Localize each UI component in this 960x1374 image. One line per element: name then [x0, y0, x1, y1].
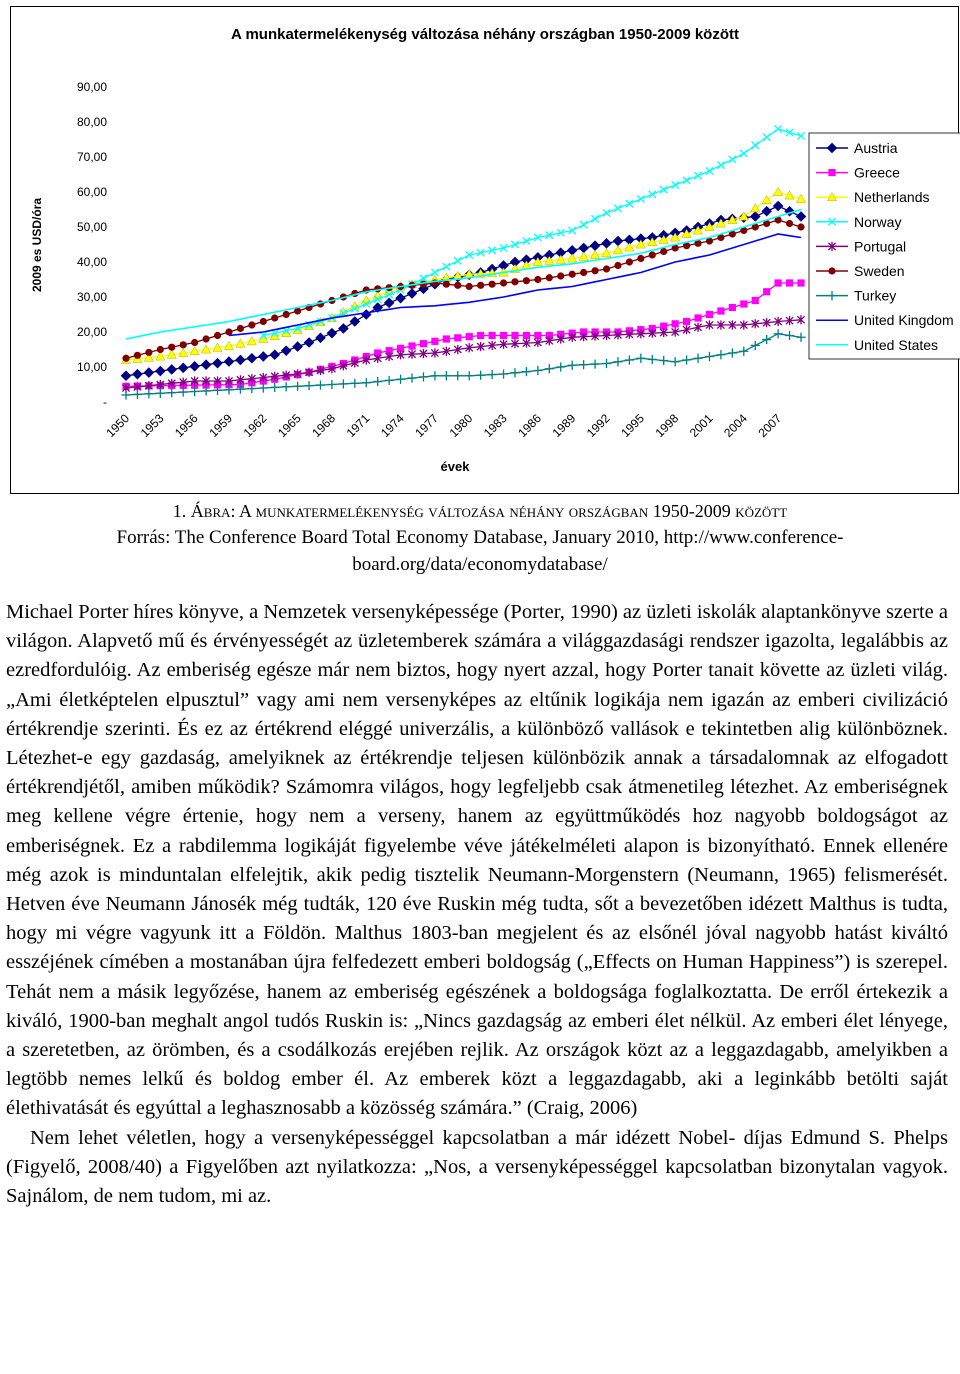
x-tick-label: 1980: [446, 411, 476, 441]
legend-label: Austria: [854, 140, 898, 156]
data-point: [407, 289, 416, 298]
data-point: [453, 371, 462, 380]
data-point: [156, 389, 165, 398]
x-tick-label: 1995: [618, 411, 647, 441]
data-point: [489, 332, 496, 339]
data-point: [828, 169, 835, 176]
data-point: [762, 335, 771, 344]
x-tick-label: 1986: [515, 411, 544, 441]
x-tick-label: 1989: [549, 411, 579, 441]
data-point: [237, 325, 244, 332]
data-point: [133, 370, 142, 379]
data-point: [202, 335, 209, 342]
x-tick-label: 1953: [137, 411, 167, 441]
data-point: [786, 279, 793, 286]
data-point: [751, 212, 760, 221]
data-point: [672, 181, 679, 188]
data-point: [828, 267, 835, 274]
data-point: [283, 311, 290, 318]
data-point: [580, 221, 587, 228]
data-point: [579, 243, 588, 252]
legend-label: Turkey: [854, 287, 897, 304]
x-axis-label: évek: [440, 459, 470, 474]
data-point: [774, 187, 783, 195]
data-point: [568, 361, 577, 370]
y-tick-label: 80,00: [76, 115, 107, 129]
series-austria: [121, 201, 805, 380]
data-point: [613, 236, 622, 245]
x-tick-label: 1968: [309, 411, 339, 441]
data-point: [785, 331, 794, 340]
data-point: [201, 360, 210, 369]
data-point: [706, 167, 713, 174]
data-point: [304, 338, 313, 347]
data-point: [443, 281, 450, 288]
y-tick-label: 30,00: [76, 290, 107, 304]
data-point: [304, 381, 313, 390]
data-point: [545, 364, 554, 373]
data-point: [716, 350, 725, 359]
data-point: [705, 352, 714, 361]
data-point: [637, 255, 644, 262]
data-point: [144, 389, 153, 398]
paragraph-1: Michael Porter híres könyve, a Nemzetek versenyképessége (Porter, 1990) az üzleti iskolák alaptankönyve szerte a világon. Alapvető mű és érvényességét az üzletemberek számára a világgazdasági rendszer igazolta, legalábbis az ezredfordulóig. Az emberiség egésze már nem biztos, hogy nyert azzal, hogy Porter tanait követte az üzleti világ. „Ami életképtelen elpusztul” vagy ami nem versenyképes az eltűnik logikája nem igazán az emberi civilizáció értékrendje szerinti. És ez az értékrend eléggé univerzális, a különböző vallások e tekintetben alig különböznek. Létezhet-e egy gazdaság, amelyiknek az értékrendje teljesen különbözik annak a társadalomnak az elfogadott értékrendjétől, amiben működik? Számomra világos, hogy legfeljebb csak átmenetileg létezhet. Az emberiségnek meg kellene végre értenie, hogy nem a verseny, hanem az együttműködés hoz nagyobb boldogságot az emberiségnek. Ez a rabdilemma logikáját figyelembe véve játékelméleti alapon is bizonyítható. Ennek ellenére még azok is minduntalan elfelejtik, akik pedig tisztelik Neumann-Morgenstern (Neumann, 1965) felismerését. Hetven éve Neumann Jánosék még tudták, 120 éve Ruskin még tudta, sőt a bevezetőben idézett Malthus is tudta, hogy mi végre vagyunk itt a Földön. Malthus 1803-ban megjelent és az elsőnél jóval nagyobb hatást kiváltó esszéjének címében a mostanában újra felfedezett emberi boldogság („Effects on Human Happiness”) is szerepel. Tehát nem a másik legyőzése, hanem az emberiség egészének a boldogsága foglalkoztatta. De erről értekezik a kiváló, 1900-ban meghalt angol tudós Ruskin is: „Nincs gazdagság az emberi élet nélkül. Az emberi élet lényege, a szeretetben, az örömben, és a csodálkozás erejében rejlik. Az országok közt az a leggazdagabb, amelyikben a legtöbb nemes lelkű és boldog ember él. Az emberek közt a leggazdagabb, aki a leginkább betölti saját élethivatását és egyúttal a leghasznosabb a közösség számára.” (Craig, 2006): [6, 601, 948, 1120]
data-point: [739, 347, 748, 356]
x-tick-label: 1950: [103, 411, 133, 441]
data-point: [442, 371, 451, 380]
data-point: [649, 251, 656, 258]
data-point: [649, 191, 656, 198]
data-point: [682, 355, 691, 364]
data-point: [569, 271, 576, 278]
data-point: [339, 379, 348, 388]
data-point: [385, 376, 394, 385]
x-tick-label: 1971: [343, 411, 373, 441]
data-point: [603, 265, 610, 272]
data-point: [224, 357, 233, 366]
data-point: [327, 329, 336, 338]
data-point: [534, 276, 541, 283]
legend: [809, 133, 960, 359]
y-tick-label: 10,00: [76, 360, 107, 374]
data-point: [282, 382, 291, 391]
data-point: [511, 278, 518, 285]
data-point: [454, 334, 461, 341]
data-point: [362, 378, 371, 387]
data-point: [660, 248, 667, 255]
data-point: [523, 277, 530, 284]
data-point: [466, 283, 473, 290]
data-point: [396, 375, 405, 384]
data-point: [683, 177, 690, 184]
data-point: [443, 263, 450, 270]
data-point: [316, 333, 325, 342]
data-point: [327, 380, 336, 389]
series-lines: [121, 125, 805, 399]
data-point: [556, 362, 565, 371]
data-point: [396, 294, 405, 303]
data-point: [693, 354, 702, 363]
data-point: [420, 340, 427, 347]
series-portugal: [122, 315, 804, 392]
data-point: [466, 333, 473, 340]
data-point: [775, 125, 782, 132]
x-tick-label: 1998: [652, 411, 682, 441]
data-point: [282, 346, 291, 355]
data-point: [636, 354, 645, 363]
data-point: [717, 307, 724, 314]
data-point: [454, 282, 461, 289]
x-tick-label: 1983: [480, 411, 510, 441]
paragraph-2: Nem lehet véletlen, hogy a versenyképességgel kapcsolatban a már idézett Nobel- díjas Edmund S. Phelps (Figyelő, 2008/40) a Figyelőben azt nyilatkozza: „Nos, a versenyképességgel kapcsolatban bizonytalan vagyok. Sajnálom, de nem tudom, mi az.: [6, 1126, 948, 1208]
data-point: [590, 359, 599, 368]
data-point: [751, 204, 760, 212]
y-tick-label: 50,00: [76, 220, 107, 234]
data-point: [522, 367, 531, 376]
data-point: [134, 352, 141, 359]
data-point: [579, 360, 588, 369]
data-point: [602, 359, 611, 368]
data-point: [499, 369, 508, 378]
data-point: [763, 288, 770, 295]
data-point: [270, 383, 279, 392]
data-point: [591, 267, 598, 274]
data-point: [729, 304, 736, 311]
data-point: [419, 372, 428, 381]
data-point: [454, 257, 461, 264]
series-greece: [122, 279, 804, 389]
y-tick-label: 60,00: [76, 185, 107, 199]
data-point: [500, 279, 507, 286]
series-norway: [260, 125, 805, 339]
y-tick-label: 40,00: [76, 255, 107, 269]
data-point: [316, 380, 325, 389]
y-tick-label: -: [103, 395, 107, 409]
data-point: [728, 348, 737, 357]
data-point: [671, 357, 680, 366]
data-point: [121, 371, 130, 380]
x-tick-label: 1992: [583, 411, 613, 441]
data-point: [190, 362, 199, 371]
data-point: [613, 357, 622, 366]
y-axis-label: 2009 es USD/óra: [30, 197, 44, 293]
data-point: [350, 317, 359, 326]
data-point: [740, 150, 747, 157]
data-point: [477, 332, 484, 339]
body-text: [6, 598, 948, 1211]
data-point: [362, 310, 371, 319]
y-tick-label: 20,00: [76, 325, 107, 339]
legend-label: Greece: [854, 164, 900, 181]
legend-label: United Kingdom: [854, 312, 954, 329]
x-tick-labels: [103, 411, 784, 440]
figure-caption-title: [0, 498, 960, 525]
data-point: [214, 332, 221, 339]
data-point: [557, 272, 564, 279]
data-point: [407, 373, 416, 382]
data-point: [796, 212, 805, 221]
data-point: [717, 162, 724, 169]
data-point: [191, 339, 198, 346]
data-point: [350, 379, 359, 388]
data-point: [168, 344, 175, 351]
x-tick-label: 2007: [755, 411, 785, 441]
data-point: [775, 279, 782, 286]
data-point: [659, 356, 668, 365]
data-point: [591, 215, 598, 222]
data-point: [385, 298, 394, 307]
data-point: [408, 342, 415, 349]
y-tick-label: 90,00: [76, 80, 107, 94]
data-point: [637, 195, 644, 202]
data-point: [626, 258, 633, 265]
data-point: [167, 365, 176, 374]
data-point: [648, 355, 657, 364]
data-point: [259, 352, 268, 361]
data-point: [546, 274, 553, 281]
data-point: [751, 341, 760, 350]
data-point: [614, 205, 621, 212]
series-turkey: [121, 329, 805, 399]
data-point: [523, 237, 530, 244]
y-tick-label: 70,00: [76, 150, 107, 164]
y-tick-labels: [77, 80, 107, 409]
data-point: [179, 363, 188, 372]
data-point: [373, 377, 382, 386]
data-point: [752, 142, 759, 149]
data-point: [626, 200, 633, 207]
figure-chart: [10, 6, 959, 494]
legend-label: United States: [854, 336, 939, 353]
legend-label: Sweden: [854, 263, 905, 279]
legend-label: Norway: [854, 213, 902, 230]
data-point: [729, 156, 736, 163]
data-point: [683, 318, 690, 325]
data-point: [797, 223, 804, 230]
data-point: [740, 300, 747, 307]
x-tick-label: 1977: [412, 411, 442, 441]
data-point: [590, 241, 599, 250]
data-point: [156, 366, 165, 375]
data-point: [614, 262, 621, 269]
figure-number: 1.: [172, 501, 187, 521]
data-point: [157, 346, 164, 353]
data-point: [762, 196, 771, 204]
data-point: [762, 207, 771, 216]
x-tick-label: 1956: [171, 411, 201, 441]
data-point: [180, 341, 187, 348]
data-point: [167, 388, 176, 397]
data-point: [293, 342, 302, 351]
x-tick-label: 1965: [274, 411, 304, 441]
data-point: [489, 281, 496, 288]
data-point: [672, 320, 679, 327]
data-point: [786, 220, 793, 227]
data-point: [786, 129, 793, 136]
figure-title: Ábra: A munkatermelékenység változása néhány országban 1950-2009 között: [190, 501, 788, 521]
data-point: [602, 239, 611, 248]
data-point: [271, 314, 278, 321]
data-point: [774, 329, 783, 338]
data-point: [533, 366, 542, 375]
data-point: [293, 382, 302, 391]
data-point: [122, 355, 129, 362]
x-tick-label: 1974: [377, 411, 407, 441]
data-point: [511, 332, 518, 339]
data-point: [797, 279, 804, 286]
line-chart: [11, 7, 960, 495]
data-point: [213, 359, 222, 368]
data-point: [477, 282, 484, 289]
x-tick-label: 2004: [721, 411, 750, 441]
data-point: [580, 269, 587, 276]
data-point: [248, 321, 255, 328]
data-point: [488, 370, 497, 379]
data-point: [603, 209, 610, 216]
data-point: [511, 241, 518, 248]
legend-label: Portugal: [854, 238, 907, 255]
data-point: [259, 383, 268, 392]
legend-label: Netherlands: [854, 189, 930, 206]
data-point: [431, 338, 438, 345]
data-point: [236, 355, 245, 364]
data-point: [752, 297, 759, 304]
data-point: [430, 371, 439, 380]
data-point: [774, 201, 783, 210]
data-point: [797, 132, 804, 139]
data-point: [510, 368, 519, 377]
data-point: [270, 350, 279, 359]
data-point: [625, 355, 634, 364]
data-point: [500, 332, 507, 339]
data-point: [260, 318, 267, 325]
data-point: [145, 349, 152, 356]
x-tick-label: 1962: [240, 411, 270, 441]
chart-title: A munkatermelékenység változása néhány országban 1950-2009 között: [231, 26, 739, 43]
data-point: [443, 335, 450, 342]
data-point: [706, 311, 713, 318]
data-point: [763, 134, 770, 141]
series-line: [263, 129, 801, 336]
data-point: [523, 332, 530, 339]
data-point: [465, 371, 474, 380]
x-tick-label: 1959: [206, 411, 236, 441]
figure-caption-source: Forrás: The Conference Board Total Economy Database, January 2010, http://www.conference-board.org/data/economydatabase/: [116, 527, 844, 575]
data-point: [339, 324, 348, 333]
data-point: [247, 354, 256, 363]
data-point: [796, 333, 805, 342]
data-point: [144, 368, 153, 377]
data-point: [694, 172, 701, 179]
x-tick-label: 2001: [686, 411, 716, 441]
data-point: [133, 390, 142, 399]
data-point: [694, 314, 701, 321]
data-point: [476, 371, 485, 380]
data-point: [660, 186, 667, 193]
